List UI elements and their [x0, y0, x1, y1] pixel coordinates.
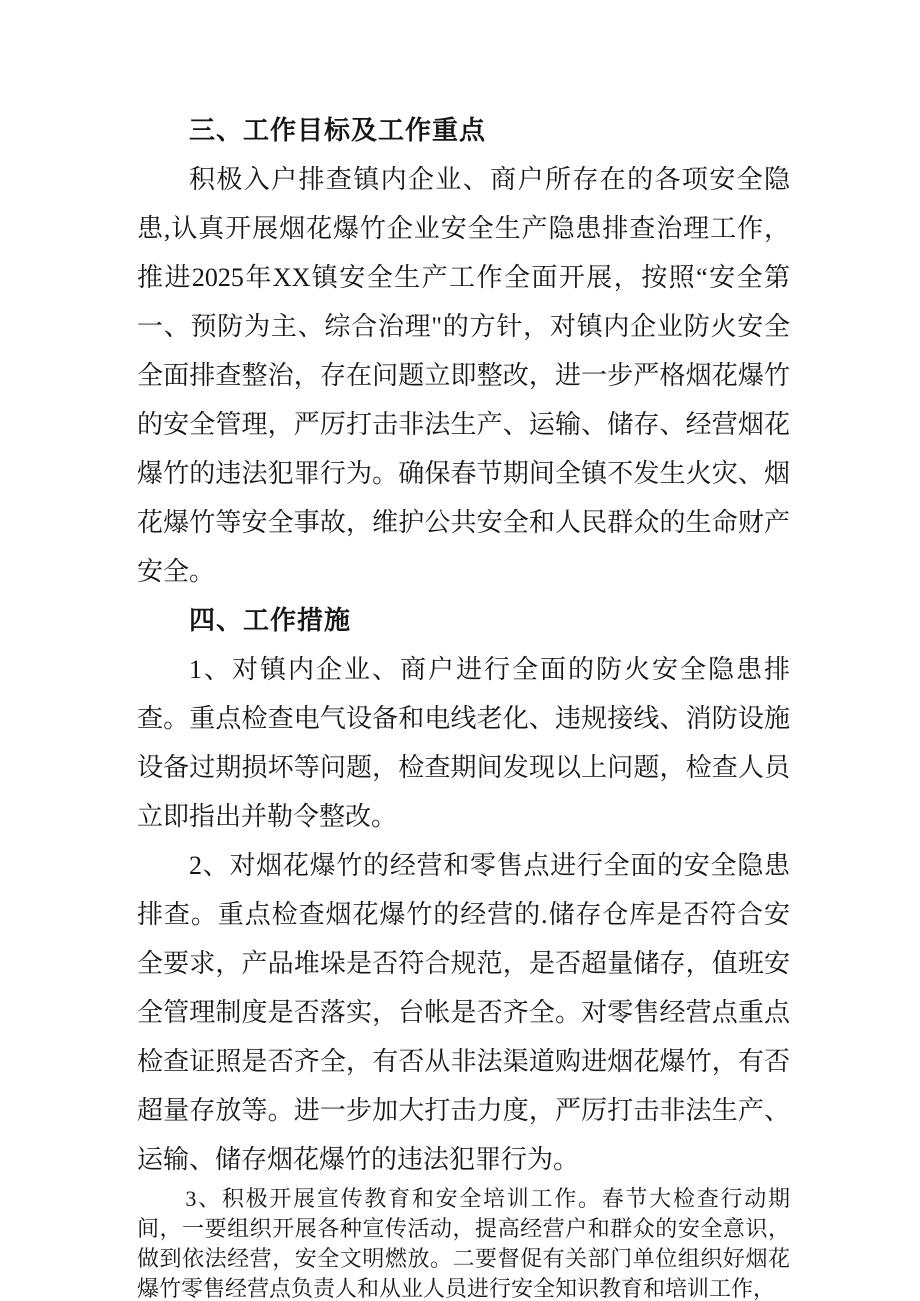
paragraph-measure-2: 2、对烟花爆竹的经营和零售点进行全面的安全隐患排查。重点检查烟花爆竹的经营的.储存仓库是否符合安全要求，产品堆垛是否符合规范，是否超量储存，值班安全管理制度是否落实，台帐是否齐全。对零售经营点重点检查证照是否齐全，有否从非法渠道购进烟花爆竹，有否超量存放等。进一步加大打击力度，严厉打击非法生产、运输、储存烟花爆竹的违法犯罪行为。	[137, 851, 790, 1174]
paragraph-measure-3: 3、积极开展宣传教育和安全培训工作。春节大检查行动期间，一要组织开展各种宣传活动，提高经营户和群众的安全意识，做到依法经营，安全文明燃放。二要督促有关部门单位组织好烟花爆竹零售经营点负责人和从业人员进行安全知识教育和培训工作，	[137, 1186, 790, 1301]
heading-goals-and-priorities: 三、工作目标及工作重点	[189, 116, 487, 145]
paragraph-measure-1: 1、对镇内企业、商户进行全面的防火安全隐患排查。重点检查电气设备和电线老化、违规接线、消防设施设备过期损坏等问题，检查期间发现以上问题，检查人员立即指出并勒令整改。	[137, 655, 790, 831]
paragraph-goals: 积极入户排查镇内企业、商户所存在的各项安全隐患,认真开展烟花爆竹企业安全生产隐患排查治理工作，推进2025年XX镇安全生产工作全面开展，按照“安全第一、预防为主、综合治理"的方针，对镇内企业防火安全全面排查整治，存在问题立即整改，进一步严格烟花爆竹的安全管理，严厉打击非法生产、运输、储存、经营烟花爆竹的违法犯罪行为。确保春节期间全镇不发生火灾、烟花爆竹等安全事故，维护公共安全和人民群众的生命财产安全。	[137, 165, 790, 586]
heading-work-measures: 四、工作措施	[189, 606, 352, 635]
